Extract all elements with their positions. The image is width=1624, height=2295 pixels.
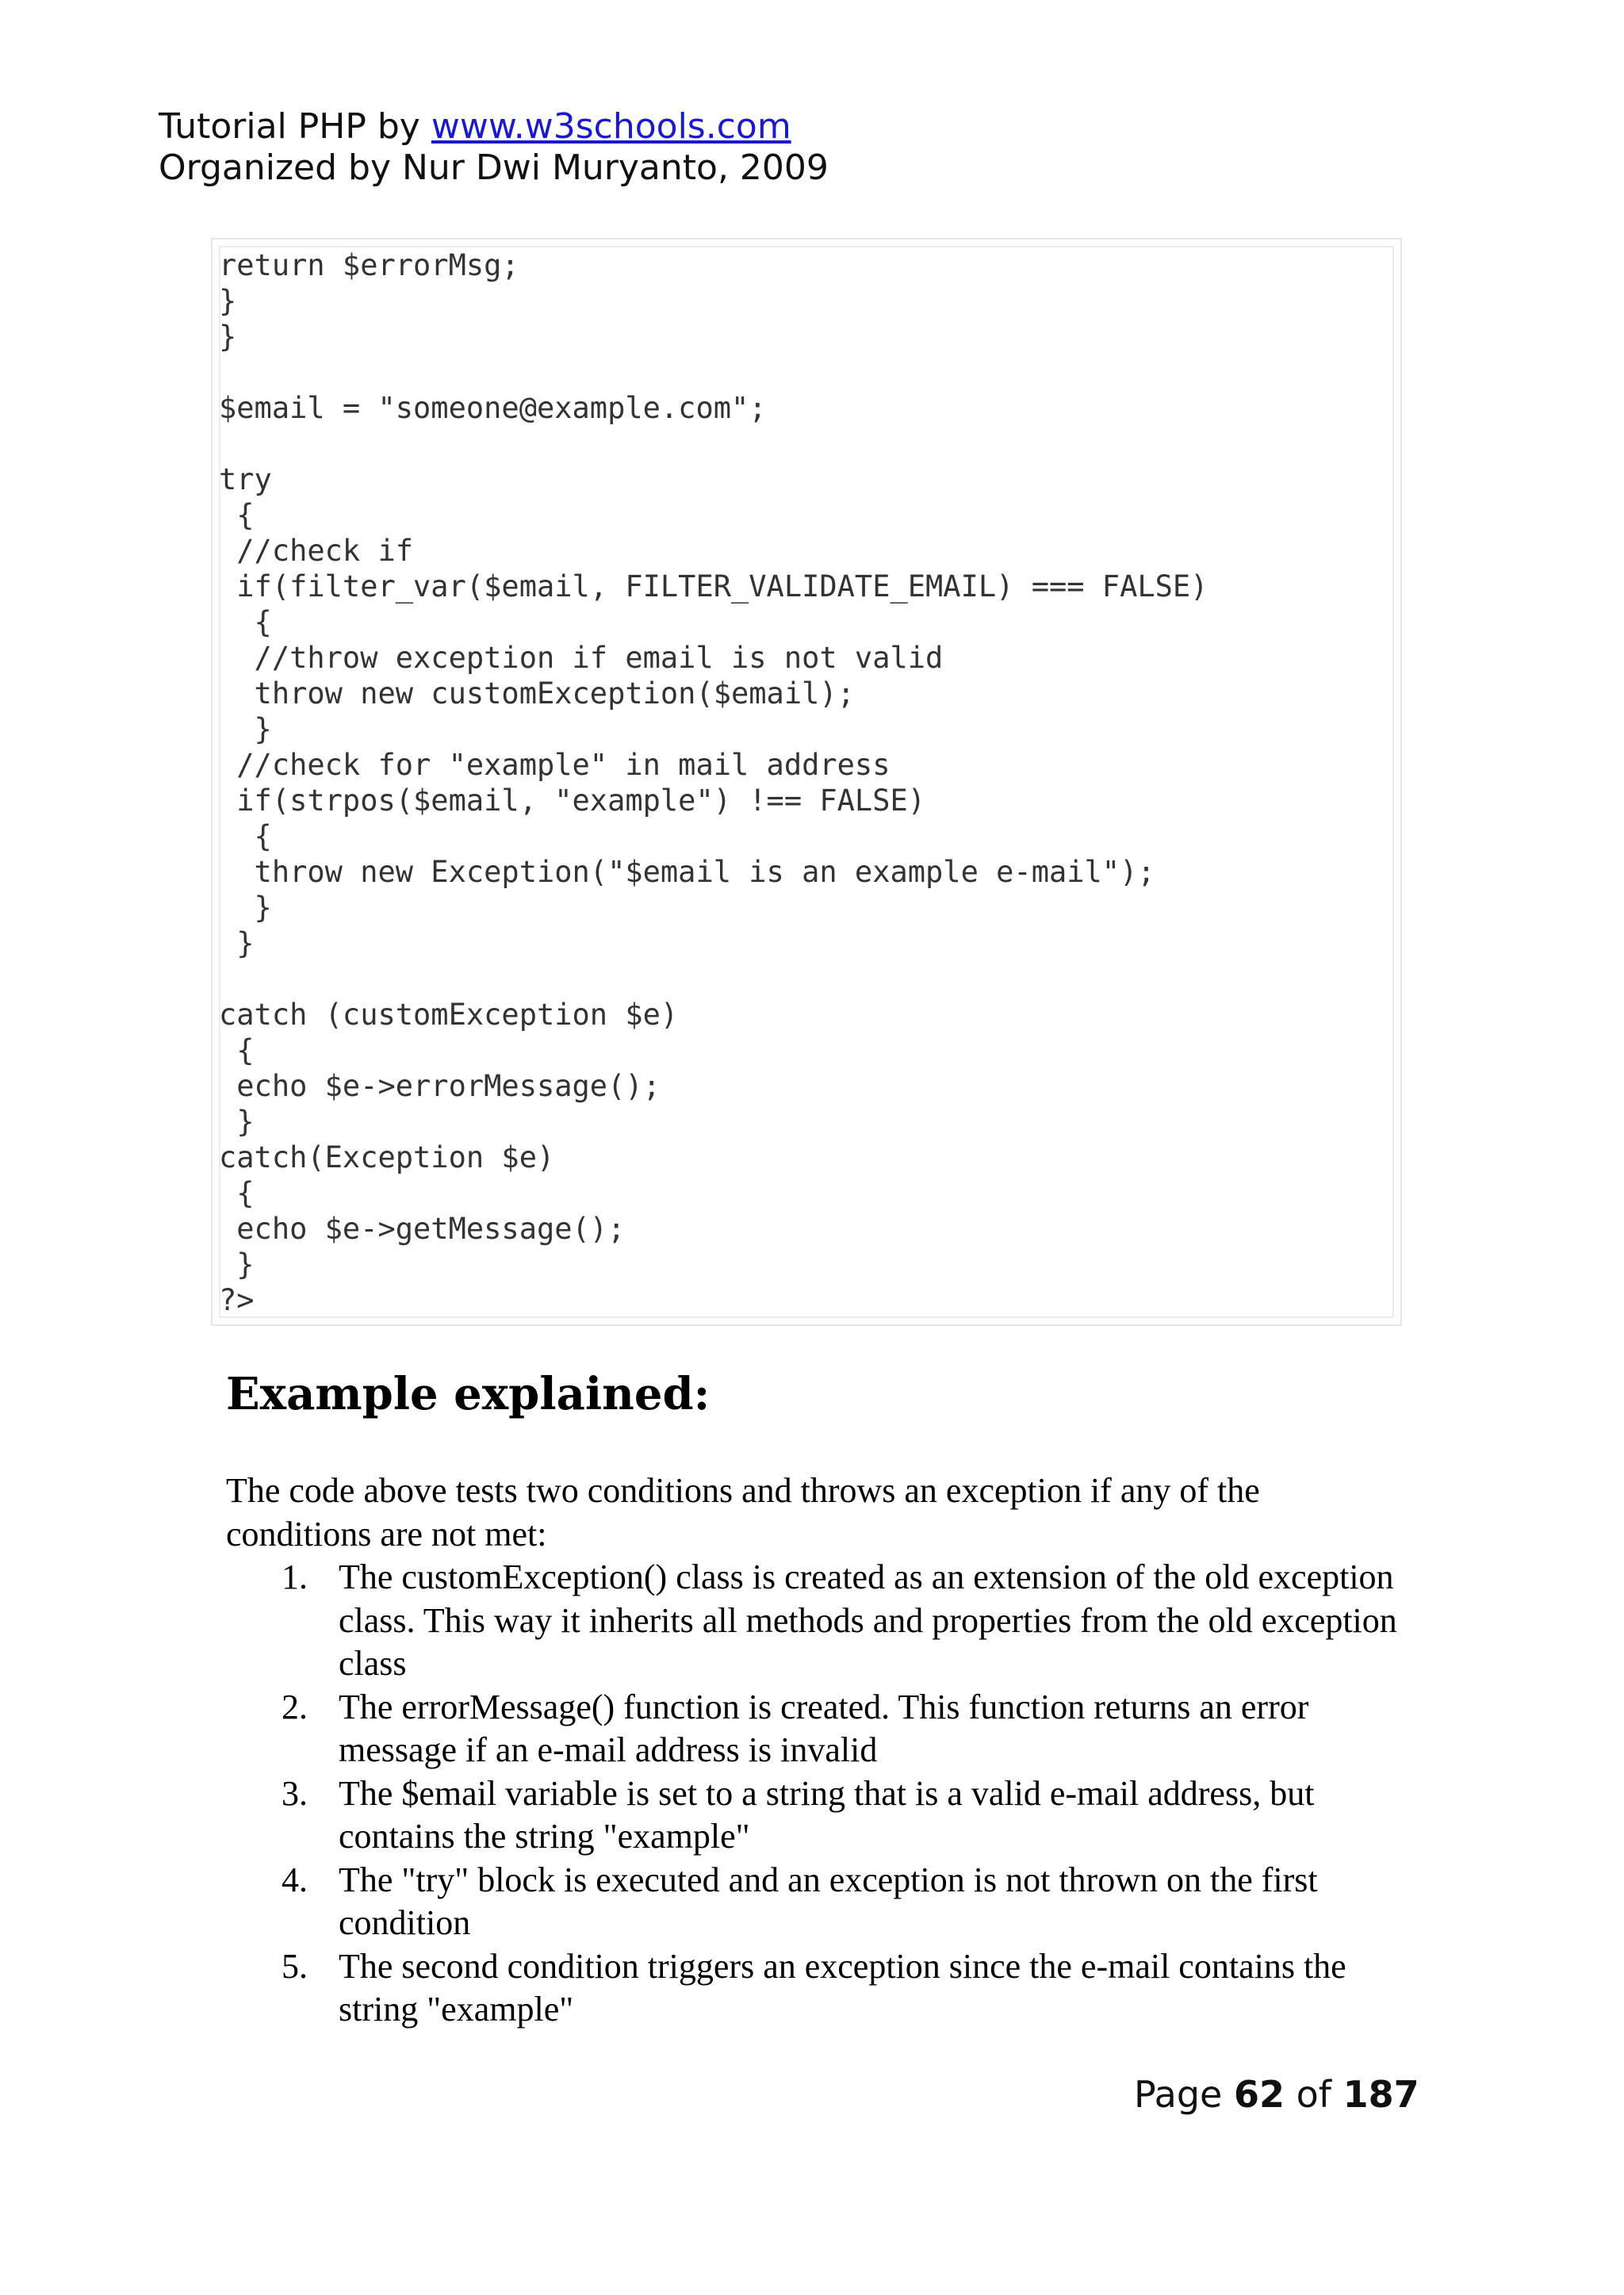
section-title: Example explained: — [226, 1368, 710, 1420]
page-number: 62 — [1234, 2073, 1285, 2116]
list-item — [226, 1772, 1400, 1859]
list-item — [226, 1686, 1400, 1772]
list-item — [226, 1859, 1400, 1945]
page-footer — [1134, 2071, 1419, 2117]
intro-paragraph: The code above tests two conditions and throws an exception if any of the conditions are not met: — [226, 1471, 1260, 1554]
page-label: Page — [1134, 2073, 1223, 2116]
steps-list — [226, 1556, 1400, 2032]
list-item — [226, 1945, 1400, 2032]
list-item — [226, 1556, 1400, 1686]
header-line-2: Organized by Nur Dwi Muryanto, 2009 — [159, 148, 829, 188]
code-block: return $errorMsg; } } $email = "someone@example.com"; try { //check if if(filter_var($email, FILTER_VALIDATE_EMAIL) === FALSE) { //throw exception if email is not valid throw new customException($email); } //check for "example" in mail address if(strpos($email, "example") !== FALSE) { throw new Exception("$email is an example e-mail"); } } catch (customException $e) { echo $e->errorMessage(); } catch(Exception $e) { echo $e->getMessage(); } ?> — [219, 248, 1208, 1317]
w3schools-link[interactable]: www.w3schools.com — [431, 106, 791, 147]
list-item-number: 3. — [282, 1773, 308, 1813]
list-item-text: The second condition triggers an exception since the e-mail contains the string "example" — [339, 1946, 1346, 2029]
list-item-text: The "try" block is executed and an exception is not thrown on the first condition — [339, 1860, 1318, 1942]
list-item-number: 1. — [282, 1557, 308, 1596]
page-header — [159, 106, 829, 189]
list-item-number: 2. — [282, 1687, 308, 1726]
of-label: of — [1296, 2073, 1331, 2116]
list-item-number: 5. — [282, 1946, 308, 1986]
list-item-text: The $email variable is set to a string that is a valid e-mail address, but contains the string "example" — [339, 1773, 1315, 1856]
header-line-1 — [159, 106, 829, 148]
total-pages: 187 — [1342, 2073, 1419, 2116]
list-item-text: The customException() class is created as an extension of the old exception class. This way it inherits all methods and properties from the old exception class — [339, 1557, 1397, 1683]
list-item-text: The errorMessage() function is created. This function returns an error message if an e-mail address is invalid — [339, 1687, 1309, 1769]
list-item-number: 4. — [282, 1860, 308, 1899]
header-prefix: Tutorial PHP by — [159, 106, 431, 147]
